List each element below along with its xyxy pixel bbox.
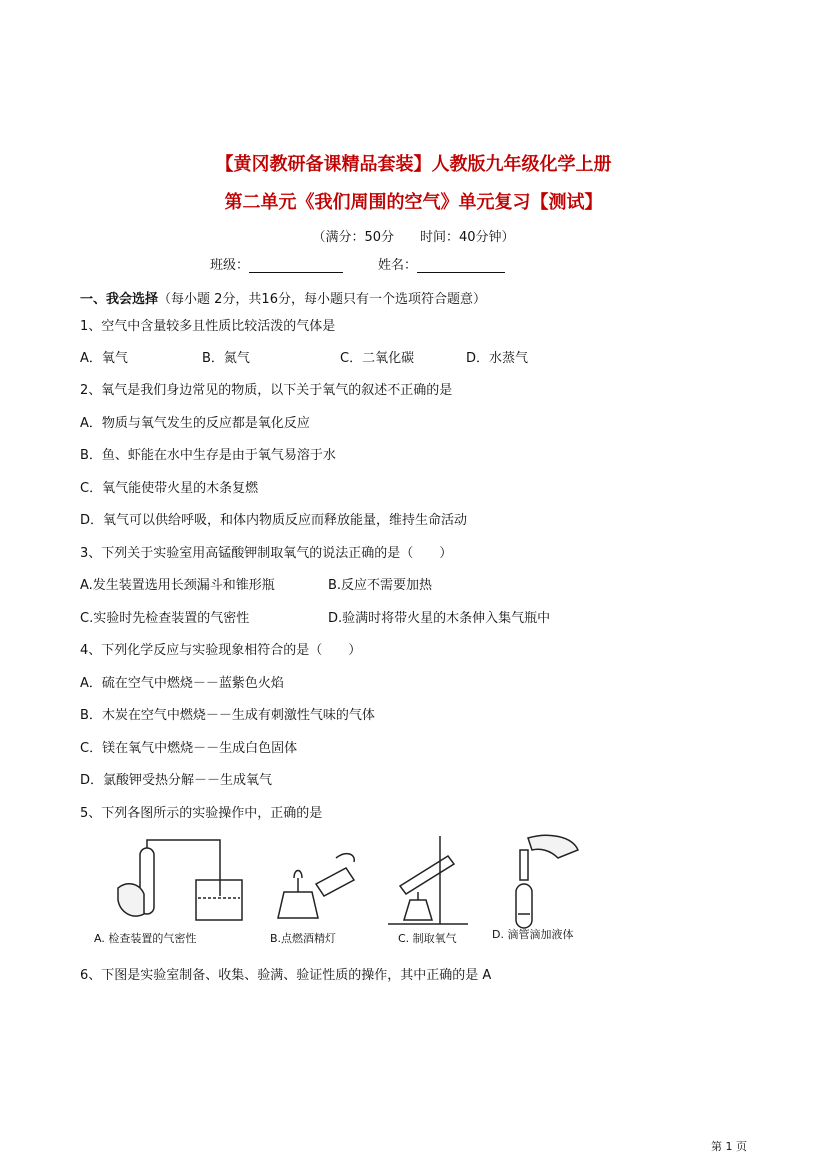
q4-option-c: C．镁在氧气中燃烧－－生成白色固体 [80,741,298,756]
q2-option-a: A．物质与氧气发生的反应都是氧化反应 [80,416,310,431]
q3-stem: 3、下列关于实验室用高锰酸钾制取氧气的说法正确的是（ ） [80,546,453,561]
q1-option-a: A．氧气 [80,351,128,366]
q5-figure [88,828,588,948]
figure-c-oxygen-preparation [388,836,468,924]
figure-b-lighting-lamp [278,854,354,918]
figure-a-gas-tightness-check [118,840,242,920]
q1-option-d: D．水蒸气 [466,351,529,366]
section-1-header [80,288,486,307]
figure-d-dropper [516,835,578,928]
q3-option-b: B.反应不需要加热 [328,578,433,593]
q1-option-c: C．二氧化碳 [340,351,415,366]
class-label: 班级： [210,258,250,273]
caption-b: B.点燃酒精灯 [270,932,337,945]
title-line-1: 【黄冈教研备课精品套装】人教版九年级化学上册 [215,154,612,175]
q2-stem: 2、氧气是我们身边常见的物质，以下关于氧气的叙述不正确的是 [80,383,453,398]
exam-info: （满分：50分 时间：40分钟） [312,230,515,245]
q2-option-d: D．氧气可以供给呼吸，和体内物质反应而释放能量，维持生命活动 [80,513,468,528]
caption-d: D. 滴管滴加液体 [492,928,574,941]
name-field [378,254,505,273]
q4-option-d: D．氯酸钾受热分解－－生成氧气 [80,773,273,788]
q3-option-d: D.验满时将带火星的木条伸入集气瓶中 [328,611,551,626]
q4-stem: 4、下列化学反应与实验现象相符合的是（ ） [80,643,362,658]
q5-stem: 5、下列各图所示的实验操作中，正确的是 [80,806,323,821]
caption-c: C. 制取氧气 [398,932,457,945]
q3-option-c: C.实验时先检查装置的气密性 [80,611,250,626]
q1-option-b: B．氮气 [202,351,250,366]
q4-option-b: B．木炭在空气中燃烧－－生成有刺激性气味的气体 [80,708,375,723]
section-1-note: （每小题 2分，共16分，每小题只有一个选项符合题意） [158,292,486,307]
title-line-2: 第二单元《我们周围的空气》单元复习【测试】 [224,192,603,213]
page-number: 第 1 页 [711,1140,747,1153]
q2-option-b: B．鱼、虾能在水中生存是由于氧气易溶于水 [80,448,336,463]
name-label: 姓名： [378,258,418,273]
q4-option-a: A．硫在空气中燃烧－－蓝紫色火焰 [80,676,284,691]
q3-option-a: A.发生装置选用长颈漏斗和锥形瓶 [80,578,275,593]
class-field [210,254,343,273]
q6-stem: 6、下图是实验室制备、收集、验满、验证性质的操作，其中正确的是 A [80,968,492,983]
caption-a: A. 检查装置的气密性 [94,932,197,945]
q2-option-c: C．氧气能使带火星的木条复燃 [80,481,259,496]
q1-stem: 1、空气中含量较多且性质比较活泼的气体是 [80,319,336,334]
name-blank [417,258,505,273]
section-1-heading: 一、我会选择 [80,292,159,307]
class-blank [249,258,343,273]
